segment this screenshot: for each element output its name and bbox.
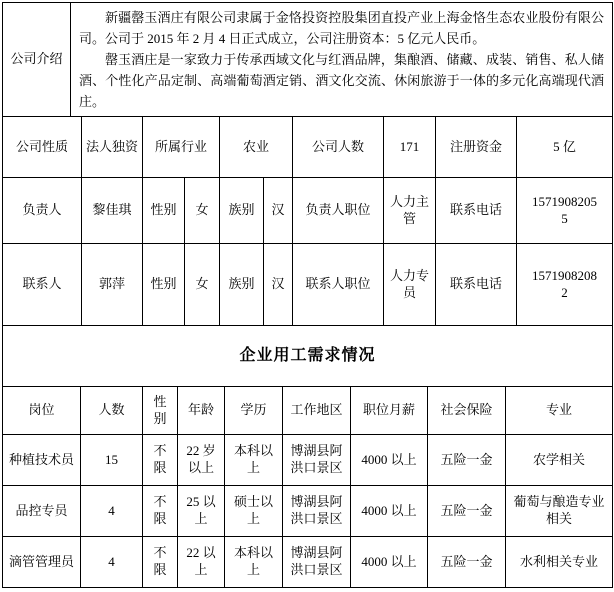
job-row (3, 537, 613, 588)
contact-phone-value: 15719082082 (517, 244, 613, 326)
capital-value: 5 亿 (517, 117, 613, 178)
job-post: 种植技术员 (3, 435, 81, 486)
contact-position-value: 人力专员 (384, 244, 436, 326)
job-gender: 不限 (143, 435, 178, 486)
job-age: 22 以上 (178, 537, 225, 588)
job-insurance: 五险一金 (428, 537, 506, 588)
job-row (3, 435, 613, 486)
job-post: 品控专员 (3, 486, 81, 537)
job-age: 22 岁以上 (178, 435, 225, 486)
job-age: 25 以上 (178, 486, 225, 537)
leader-row (3, 178, 613, 244)
leader-gender-value: 女 (185, 178, 220, 244)
job-count: 4 (81, 537, 143, 588)
col-header-education: 学历 (225, 387, 283, 435)
company-intro-label: 公司介绍 (3, 3, 71, 117)
contact-row (3, 244, 613, 326)
industry-value: 农业 (220, 117, 293, 178)
contact-label: 联系人 (3, 244, 82, 326)
demand-header-row (3, 387, 613, 435)
col-header-insurance: 社会保险 (428, 387, 506, 435)
col-header-count: 人数 (81, 387, 143, 435)
job-salary: 4000 以上 (351, 537, 428, 588)
contact-gender-label: 性别 (143, 244, 185, 326)
company-profile-row (3, 117, 613, 178)
leader-position-label: 负责人职位 (293, 178, 384, 244)
demand-title-row (3, 326, 613, 387)
col-header-salary: 职位月薪 (351, 387, 428, 435)
leader-ethnic-label: 族别 (220, 178, 264, 244)
job-location: 博湖县阿洪口景区 (283, 486, 351, 537)
col-header-gender: 性别 (143, 387, 178, 435)
job-insurance: 五险一金 (428, 486, 506, 537)
job-major: 农学相关 (506, 435, 613, 486)
job-insurance: 五险一金 (428, 435, 506, 486)
leader-gender-label: 性别 (143, 178, 185, 244)
contact-gender-value: 女 (185, 244, 220, 326)
contact-name: 郭萍 (82, 244, 143, 326)
company-nature-value: 法人独资 (82, 117, 143, 178)
col-header-post: 岗位 (3, 387, 81, 435)
col-header-major: 专业 (506, 387, 613, 435)
job-education: 本科以上 (225, 435, 283, 486)
col-header-age: 年龄 (178, 387, 225, 435)
job-count: 15 (81, 435, 143, 486)
job-gender: 不限 (143, 486, 178, 537)
contact-position-label: 联系人职位 (293, 244, 384, 326)
industry-label: 所属行业 (143, 117, 220, 178)
leader-phone-value: 15719082055 (517, 178, 613, 244)
demand-section-title: 企业用工需求情况 (3, 326, 613, 387)
contact-ethnic-label: 族别 (220, 244, 264, 326)
job-row (3, 486, 613, 537)
contact-ethnic-value: 汉 (264, 244, 293, 326)
job-salary: 4000 以上 (351, 435, 428, 486)
contact-phone-label: 联系电话 (436, 244, 517, 326)
job-gender: 不限 (143, 537, 178, 588)
labor-demand-table (2, 325, 613, 588)
company-intro-text (71, 3, 613, 117)
job-major: 葡萄与酿造专业相关 (506, 486, 613, 537)
col-header-location: 工作地区 (283, 387, 351, 435)
job-location: 博湖县阿洪口景区 (283, 435, 351, 486)
leader-label: 负责人 (3, 178, 82, 244)
leader-position-value: 人力主管 (384, 178, 436, 244)
job-post: 滴管管理员 (3, 537, 81, 588)
job-location: 博湖县阿洪口景区 (283, 537, 351, 588)
capital-label: 注册资金 (436, 117, 517, 178)
company-nature-label: 公司性质 (3, 117, 82, 178)
headcount-label: 公司人数 (293, 117, 384, 178)
job-salary: 4000 以上 (351, 486, 428, 537)
leader-phone-label: 联系电话 (436, 178, 517, 244)
leader-name: 黎佳琪 (82, 178, 143, 244)
headcount-value: 171 (384, 117, 436, 178)
leader-ethnic-value: 汉 (264, 178, 293, 244)
job-count: 4 (81, 486, 143, 537)
job-education: 硕士以上 (225, 486, 283, 537)
company-intro-paragraph-2: 罄玉酒庄是一家致力于传承西域文化与红酒品牌，集酿酒、储藏、成装、销售、私人储酒、个性化产品定制、高端葡萄酒定销、酒文化交流、休闲旅游于一体的多元化高端现代酒庄。 (79, 52, 605, 109)
job-education: 本科以上 (225, 537, 283, 588)
job-major: 水利相关专业 (506, 537, 613, 588)
company-info-table (2, 2, 613, 326)
company-intro-paragraph-1: 新疆罄玉酒庄有限公司隶属于金恪投资控股集团直投产业上海金恪生态农业股份有限公司。公司于 2015 年 2 月 4 日正式成立，公司注册资本：5 亿元人民币。 (79, 10, 605, 46)
company-intro-row (3, 3, 613, 117)
